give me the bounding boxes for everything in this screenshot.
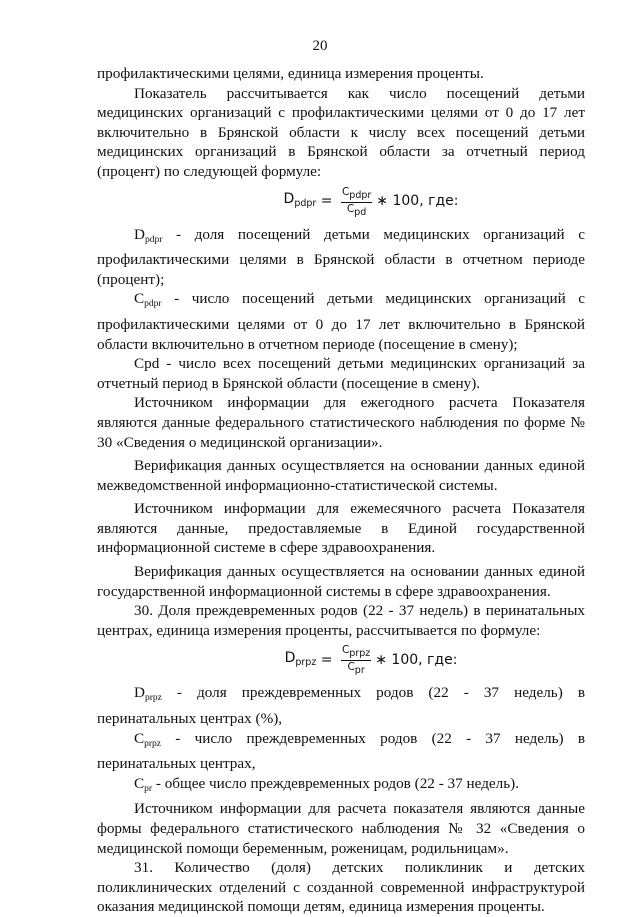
definition-dpdpr: $D_{pdpr}$ - доля посещений детьми медицинских организаций с профилактическими целями в Брянской области в отчетном периоде (процент); [97,225,585,288]
formula-dpdpr: $D_{pdpr}$ = $\frac{\text{Cpdpr}}{\text{Cpd}}$ ∗ 100, где: [283,185,459,218]
definition-cprpz: $C_{prpz}$ - число преждевременных родов (22 - 37 недель) в перинатальных центрах, [97,729,585,773]
formula-tail: ∗ 100, где: [376,193,459,210]
formula-numerator: Cprpz [341,644,371,660]
formula-denominator: Cpr [347,661,365,677]
formula-denominator: Cpd [346,202,367,218]
paragraph-source-monthly: Источником информации для ежемесячного расчета Показателя являются данные, предоставляемые в Единой государственной информационной системе в сфере здравоохранения. [97,500,585,557]
page-content [97,64,585,917]
formula-fraction [341,644,371,677]
page-number: 20 [312,38,328,54]
paragraph-source-annual: Источником информации для ежегодного расчета Показателя являются данные федерального статистического наблюдения по форме № 30 «Сведения о медицинской организации». [97,394,585,451]
formula-tail: ∗ 100, где: [375,652,458,669]
paragraph-item-30: 30. Доля преждевременных родов (22 - 37 недель) в перинатальных центрах, единица измерения проценты, рассчитывается по формуле: [97,602,585,639]
paragraph-source-form32: Источником информации для расчета показателя являются данные формы федерального статистического наблюдения № 32 «Сведения о медицинской помощи беременным, роженицам, родильницам». [97,800,585,857]
paragraph-verification-2: Верификация данных осуществляется на основании данных единой государственной информационной системы в сфере здравоохранения. [97,563,585,600]
formula-dprpz: $D_{prpz}$ = $\frac{\text{Cprpz}}{\text{Cpr}}$ ∗ 100, где: [284,644,458,677]
paragraph-verification-1: Верификация данных осуществляется на основании данных единой межведомственной информационно-статистической системы. [97,457,585,494]
formula-lhs: $D_{prpz}$ [284,650,317,669]
definition-cpd: Cpd - число всех посещений детьми медицинских организаций за отчетный период в Брянской области (посещение в смену). [97,355,585,392]
formula-fraction [341,186,372,219]
definition-dprpz: $D_{prpz}$ - доля преждевременных родов (22 - 37 недель) в перинатальных центрах (%), [97,684,585,728]
formula-numerator: Cpdpr [341,185,372,201]
paragraph-item-31: 31. Количество (доля) детских поликлиник и детских поликлинических отделений с созданной современной инфраструктурой оказания медицинской помощи детям, единица измерения проценты. [97,859,585,916]
paragraph-intro: профилактическими целями, единица измерения проценты. [97,65,484,82]
definition-cpr: $C_{pr}$ - общее число преждевременных родов (22 - 37 недель). [134,774,520,794]
definition-cpdpr: $C_{pdpr}$ - число посещений детьми медицинских организаций с профилактическими целями от 0 до 17 лет включительно в Брянской области включительно в отчетном периоде (посещение в смену); [97,290,585,353]
formula-lhs: $D_{pdpr}$ [283,191,317,210]
paragraph-calculation: Показатель рассчитывается как число посещений детьми медицинских организаций с профилактическими целями от 0 до 17 лет включительно в Брянской области к числу всех посещений детьми медицинских организаций в Брянской области за отчетный период (процент) по следующей формуле: [97,84,585,180]
